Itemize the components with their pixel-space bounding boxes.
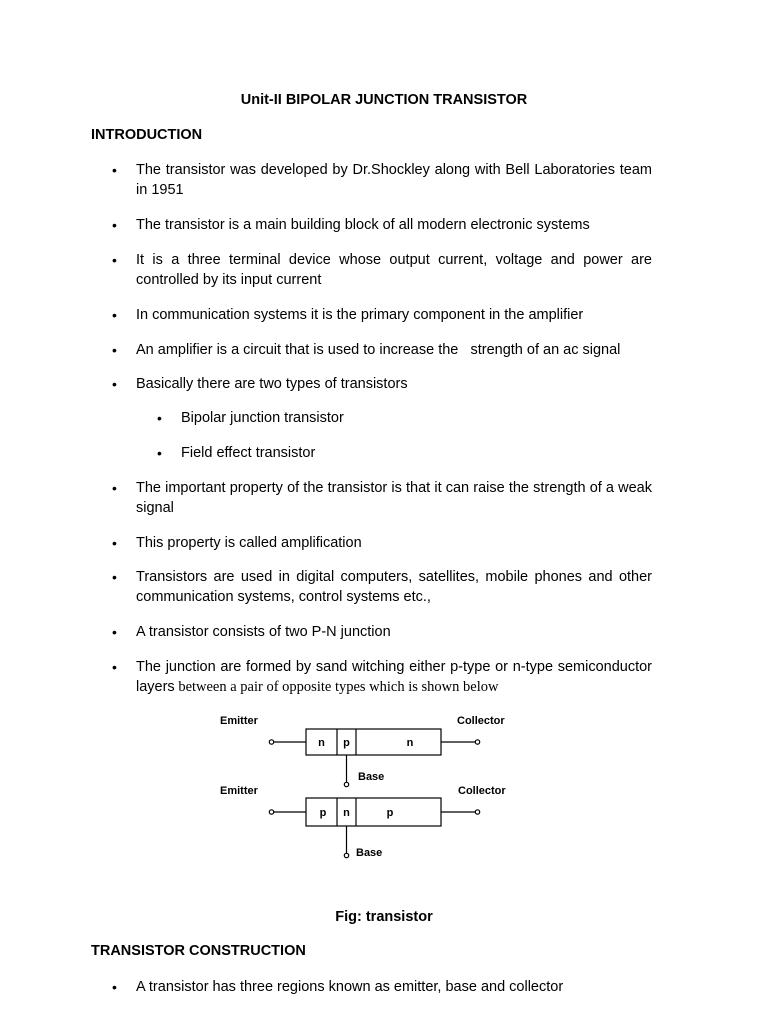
bullet-glyph: • (112, 307, 117, 323)
pnp-region-1: p (319, 807, 327, 819)
bullet-glyph: • (112, 376, 117, 392)
base-terminal-npn (344, 782, 348, 786)
pnp-base-label: Base (356, 847, 383, 859)
collector-terminal-npn (475, 740, 479, 744)
pnp-collector-label: Collector (458, 785, 506, 797)
introduction-heading: INTRODUCTION (91, 127, 203, 143)
npn-collector-label: Collector (457, 715, 505, 727)
last-bullet-part1: The junction are formed by sand witching either p-type or n-type semiconductor layers (136, 659, 652, 695)
bullet-glyph: • (112, 659, 117, 675)
list-item: • An amplifier is a circuit that is used to increase the strength of an ac signal (112, 342, 621, 358)
base-terminal-pnp (344, 853, 348, 857)
bullet-glyph: • (112, 624, 117, 640)
transistor-figure (200, 705, 530, 865)
list-item (112, 657, 652, 697)
npn-emitter-label: Emitter (220, 715, 258, 727)
pnp-region-2: n (343, 807, 350, 819)
npn-region-1: n (318, 737, 325, 749)
page-title: Unit-II BIPOLAR JUNCTION TRANSISTOR (240, 92, 528, 108)
list-item: • It is a three terminal device whose output current, voltage and power are controlled by its input current (112, 252, 652, 288)
bullet-glyph: • (112, 979, 117, 995)
list-item: • Transistors are used in digital computers, satellites, mobile phones and other communication systems, control systems etc., (112, 569, 652, 605)
npn-base-label: Base (358, 771, 385, 783)
npn-region-2: p (343, 737, 350, 749)
list-item: • Basically there are two types of transistors (112, 376, 408, 392)
npn-body (306, 729, 441, 755)
bullet-glyph: • (157, 445, 162, 461)
list-item: • The important property of the transistor is that it can raise the strength of a weak signal (112, 480, 652, 516)
bullet-glyph: • (112, 162, 117, 178)
bullet-glyph: • (112, 342, 117, 358)
bullet-glyph: • (112, 252, 117, 268)
bullet-glyph: • (112, 480, 117, 496)
list-item: • The transistor is a main building block of all modern electronic systems (112, 217, 590, 233)
emitter-terminal-npn (269, 740, 273, 744)
list-item: • A transistor has three regions known as emitter, base and collector (112, 979, 564, 995)
collector-terminal-pnp (475, 810, 479, 814)
bullet-glyph: • (112, 535, 117, 551)
npn-region-3: n (406, 737, 414, 749)
list-item: • A transistor consists of two P-N junction (112, 624, 391, 640)
emitter-terminal-pnp (269, 810, 273, 814)
pnp-region-3: p (386, 807, 394, 819)
list-item: • This property is called amplification (112, 535, 362, 551)
figure-caption: Fig: transistor (335, 909, 433, 925)
construction-heading: TRANSISTOR CONSTRUCTION (91, 943, 306, 959)
list-item: • The transistor was developed by Dr.Shockley along with Bell Laboratories team in 1951 (112, 162, 652, 198)
pnp-emitter-label: Emitter (220, 785, 258, 797)
bullet-glyph: • (112, 569, 117, 585)
sub-list-item: • Bipolar junction transistor (157, 410, 344, 426)
sub-list-item: • Field effect transistor (157, 445, 316, 461)
bullet-glyph: • (157, 410, 162, 426)
bullet-glyph: • (112, 217, 117, 233)
last-bullet-part2: between a pair of opposite types which is shown below (174, 679, 499, 695)
list-item: • In communication systems it is the primary component in the amplifier (112, 307, 584, 323)
